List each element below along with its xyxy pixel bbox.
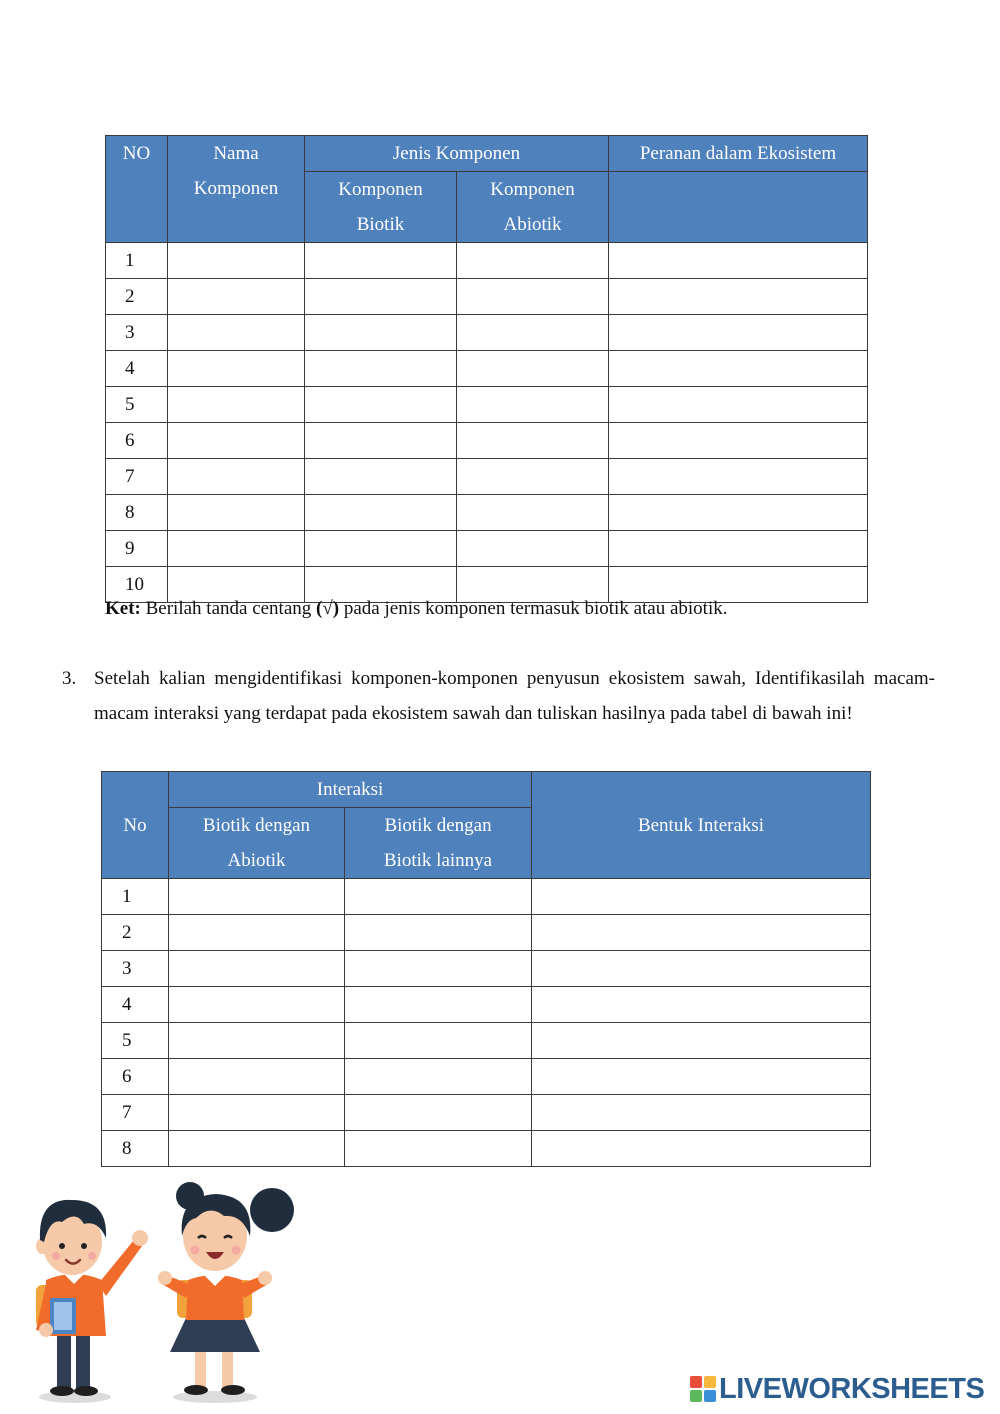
header-komponen-biotik: Komponen Biotik (305, 172, 457, 243)
answer-cell[interactable] (169, 1059, 345, 1095)
header-jenis-komponen: Jenis Komponen (305, 136, 609, 172)
answer-cell[interactable] (169, 915, 345, 951)
answer-cell[interactable] (168, 423, 305, 459)
row-number: 4 (106, 351, 168, 387)
answer-cell[interactable] (305, 531, 457, 567)
header-bentuk-interaksi: Bentuk Interaksi (532, 772, 871, 879)
answer-cell[interactable] (168, 459, 305, 495)
question-3 (62, 661, 935, 731)
row-number: 8 (106, 495, 168, 531)
table-row (106, 351, 868, 387)
answer-cell[interactable] (345, 1095, 532, 1131)
logo-icon (690, 1376, 716, 1402)
check-symbol: (√) (316, 598, 340, 619)
answer-cell[interactable] (169, 1095, 345, 1131)
answer-cell[interactable] (609, 351, 868, 387)
header-biotik-abiotik: Biotik dengan Abiotik (169, 808, 345, 879)
answer-cell[interactable] (305, 351, 457, 387)
answer-cell[interactable] (532, 1059, 871, 1095)
row-number: 7 (106, 459, 168, 495)
table-row (106, 387, 868, 423)
row-number: 1 (102, 879, 169, 915)
answer-cell[interactable] (532, 1095, 871, 1131)
answer-cell[interactable] (345, 951, 532, 987)
logo-text: LIVEWORKSHEETS (719, 1372, 985, 1405)
header-peranan: Peranan dalam Ekosistem (609, 136, 868, 172)
table-row (106, 459, 868, 495)
table-row (106, 315, 868, 351)
answer-cell[interactable] (457, 423, 609, 459)
answer-cell[interactable] (457, 531, 609, 567)
answer-cell[interactable] (305, 495, 457, 531)
answer-cell[interactable] (457, 387, 609, 423)
table-row (102, 1059, 871, 1095)
row-number: 5 (106, 387, 168, 423)
answer-cell[interactable] (168, 351, 305, 387)
row-number: 6 (106, 423, 168, 459)
answer-cell[interactable] (532, 879, 871, 915)
answer-cell[interactable] (168, 531, 305, 567)
answer-cell[interactable] (609, 495, 868, 531)
row-number: 10 (106, 567, 168, 603)
answer-cell[interactable] (169, 879, 345, 915)
answer-cell[interactable] (168, 243, 305, 279)
answer-cell[interactable] (305, 387, 457, 423)
table-row (102, 987, 871, 1023)
children-illustration (10, 1180, 300, 1405)
row-number: 6 (102, 1059, 169, 1095)
answer-cell[interactable] (305, 459, 457, 495)
note-label: Ket: (105, 598, 141, 619)
row-number: 1 (106, 243, 168, 279)
row-number: 3 (106, 315, 168, 351)
answer-cell[interactable] (457, 459, 609, 495)
answer-cell[interactable] (457, 495, 609, 531)
table-row (102, 1131, 871, 1167)
row-number: 3 (102, 951, 169, 987)
answer-cell[interactable] (168, 495, 305, 531)
answer-cell[interactable] (305, 279, 457, 315)
header-peranan-blank (609, 172, 868, 243)
table-row (102, 1023, 871, 1059)
answer-cell[interactable] (609, 243, 868, 279)
answer-cell[interactable] (169, 951, 345, 987)
answer-cell[interactable] (609, 387, 868, 423)
answer-cell[interactable] (345, 1023, 532, 1059)
answer-cell[interactable] (457, 243, 609, 279)
answer-cell[interactable] (345, 879, 532, 915)
note-body-after: pada jenis komponen termasuk biotik atau abiotik. (339, 598, 728, 619)
answer-cell[interactable] (169, 987, 345, 1023)
row-number: 2 (102, 915, 169, 951)
row-number: 9 (106, 531, 168, 567)
header-no: NO (106, 136, 168, 243)
answer-cell[interactable] (305, 315, 457, 351)
row-number: 4 (102, 987, 169, 1023)
answer-cell[interactable] (168, 387, 305, 423)
answer-cell[interactable] (609, 423, 868, 459)
header-interaksi: Interaksi (169, 772, 532, 808)
row-number: 2 (106, 279, 168, 315)
note-text (105, 596, 727, 622)
answer-cell[interactable] (345, 987, 532, 1023)
answer-cell[interactable] (532, 951, 871, 987)
answer-cell[interactable] (609, 279, 868, 315)
row-number: 8 (102, 1131, 169, 1167)
header-no: No (102, 772, 169, 879)
question-text: Setelah kalian mengidentifikasi komponen-komponen penyusun ekosistem sawah, Identifikasilah macam-macam interaksi yang terdapat pada ekosistem sawah dan tuliskan hasilnya pada tabel di bawah ini! (94, 668, 935, 724)
answer-cell[interactable] (305, 423, 457, 459)
answer-cell[interactable] (168, 279, 305, 315)
answer-cell[interactable] (345, 1059, 532, 1095)
table-row (106, 423, 868, 459)
answer-cell[interactable] (532, 1023, 871, 1059)
table-row (102, 879, 871, 915)
table-row (106, 531, 868, 567)
table-row (106, 243, 868, 279)
interactions-table (101, 771, 871, 1167)
table-row (102, 951, 871, 987)
answer-cell[interactable] (457, 351, 609, 387)
answer-cell[interactable] (457, 279, 609, 315)
answer-cell[interactable] (345, 1131, 532, 1167)
row-number: 7 (102, 1095, 169, 1131)
answer-cell[interactable] (532, 915, 871, 951)
table-row (102, 915, 871, 951)
header-biotik-biotik: Biotik dengan Biotik lainnya (345, 808, 532, 879)
girl-figure (158, 1182, 294, 1403)
question-number: 3. (62, 668, 77, 689)
components-table (105, 135, 868, 603)
answer-cell[interactable] (609, 531, 868, 567)
answer-cell[interactable] (609, 459, 868, 495)
answer-cell[interactable] (457, 315, 609, 351)
row-number: 5 (102, 1023, 169, 1059)
note-body-before: Berilah tanda centang (145, 598, 317, 619)
answer-cell[interactable] (305, 243, 457, 279)
header-komponen-abiotik: Komponen Abiotik (457, 172, 609, 243)
answer-cell[interactable] (532, 987, 871, 1023)
answer-cell[interactable] (532, 1131, 871, 1167)
liveworksheets-logo (690, 1372, 984, 1406)
answer-cell[interactable] (169, 1023, 345, 1059)
table-row (106, 279, 868, 315)
header-nama-komponen: Nama Komponen (168, 136, 305, 243)
boy-figure (36, 1200, 148, 1403)
table-row (106, 495, 868, 531)
table-row (102, 1095, 871, 1131)
answer-cell[interactable] (169, 1131, 345, 1167)
answer-cell[interactable] (609, 315, 868, 351)
answer-cell[interactable] (168, 315, 305, 351)
answer-cell[interactable] (345, 915, 532, 951)
